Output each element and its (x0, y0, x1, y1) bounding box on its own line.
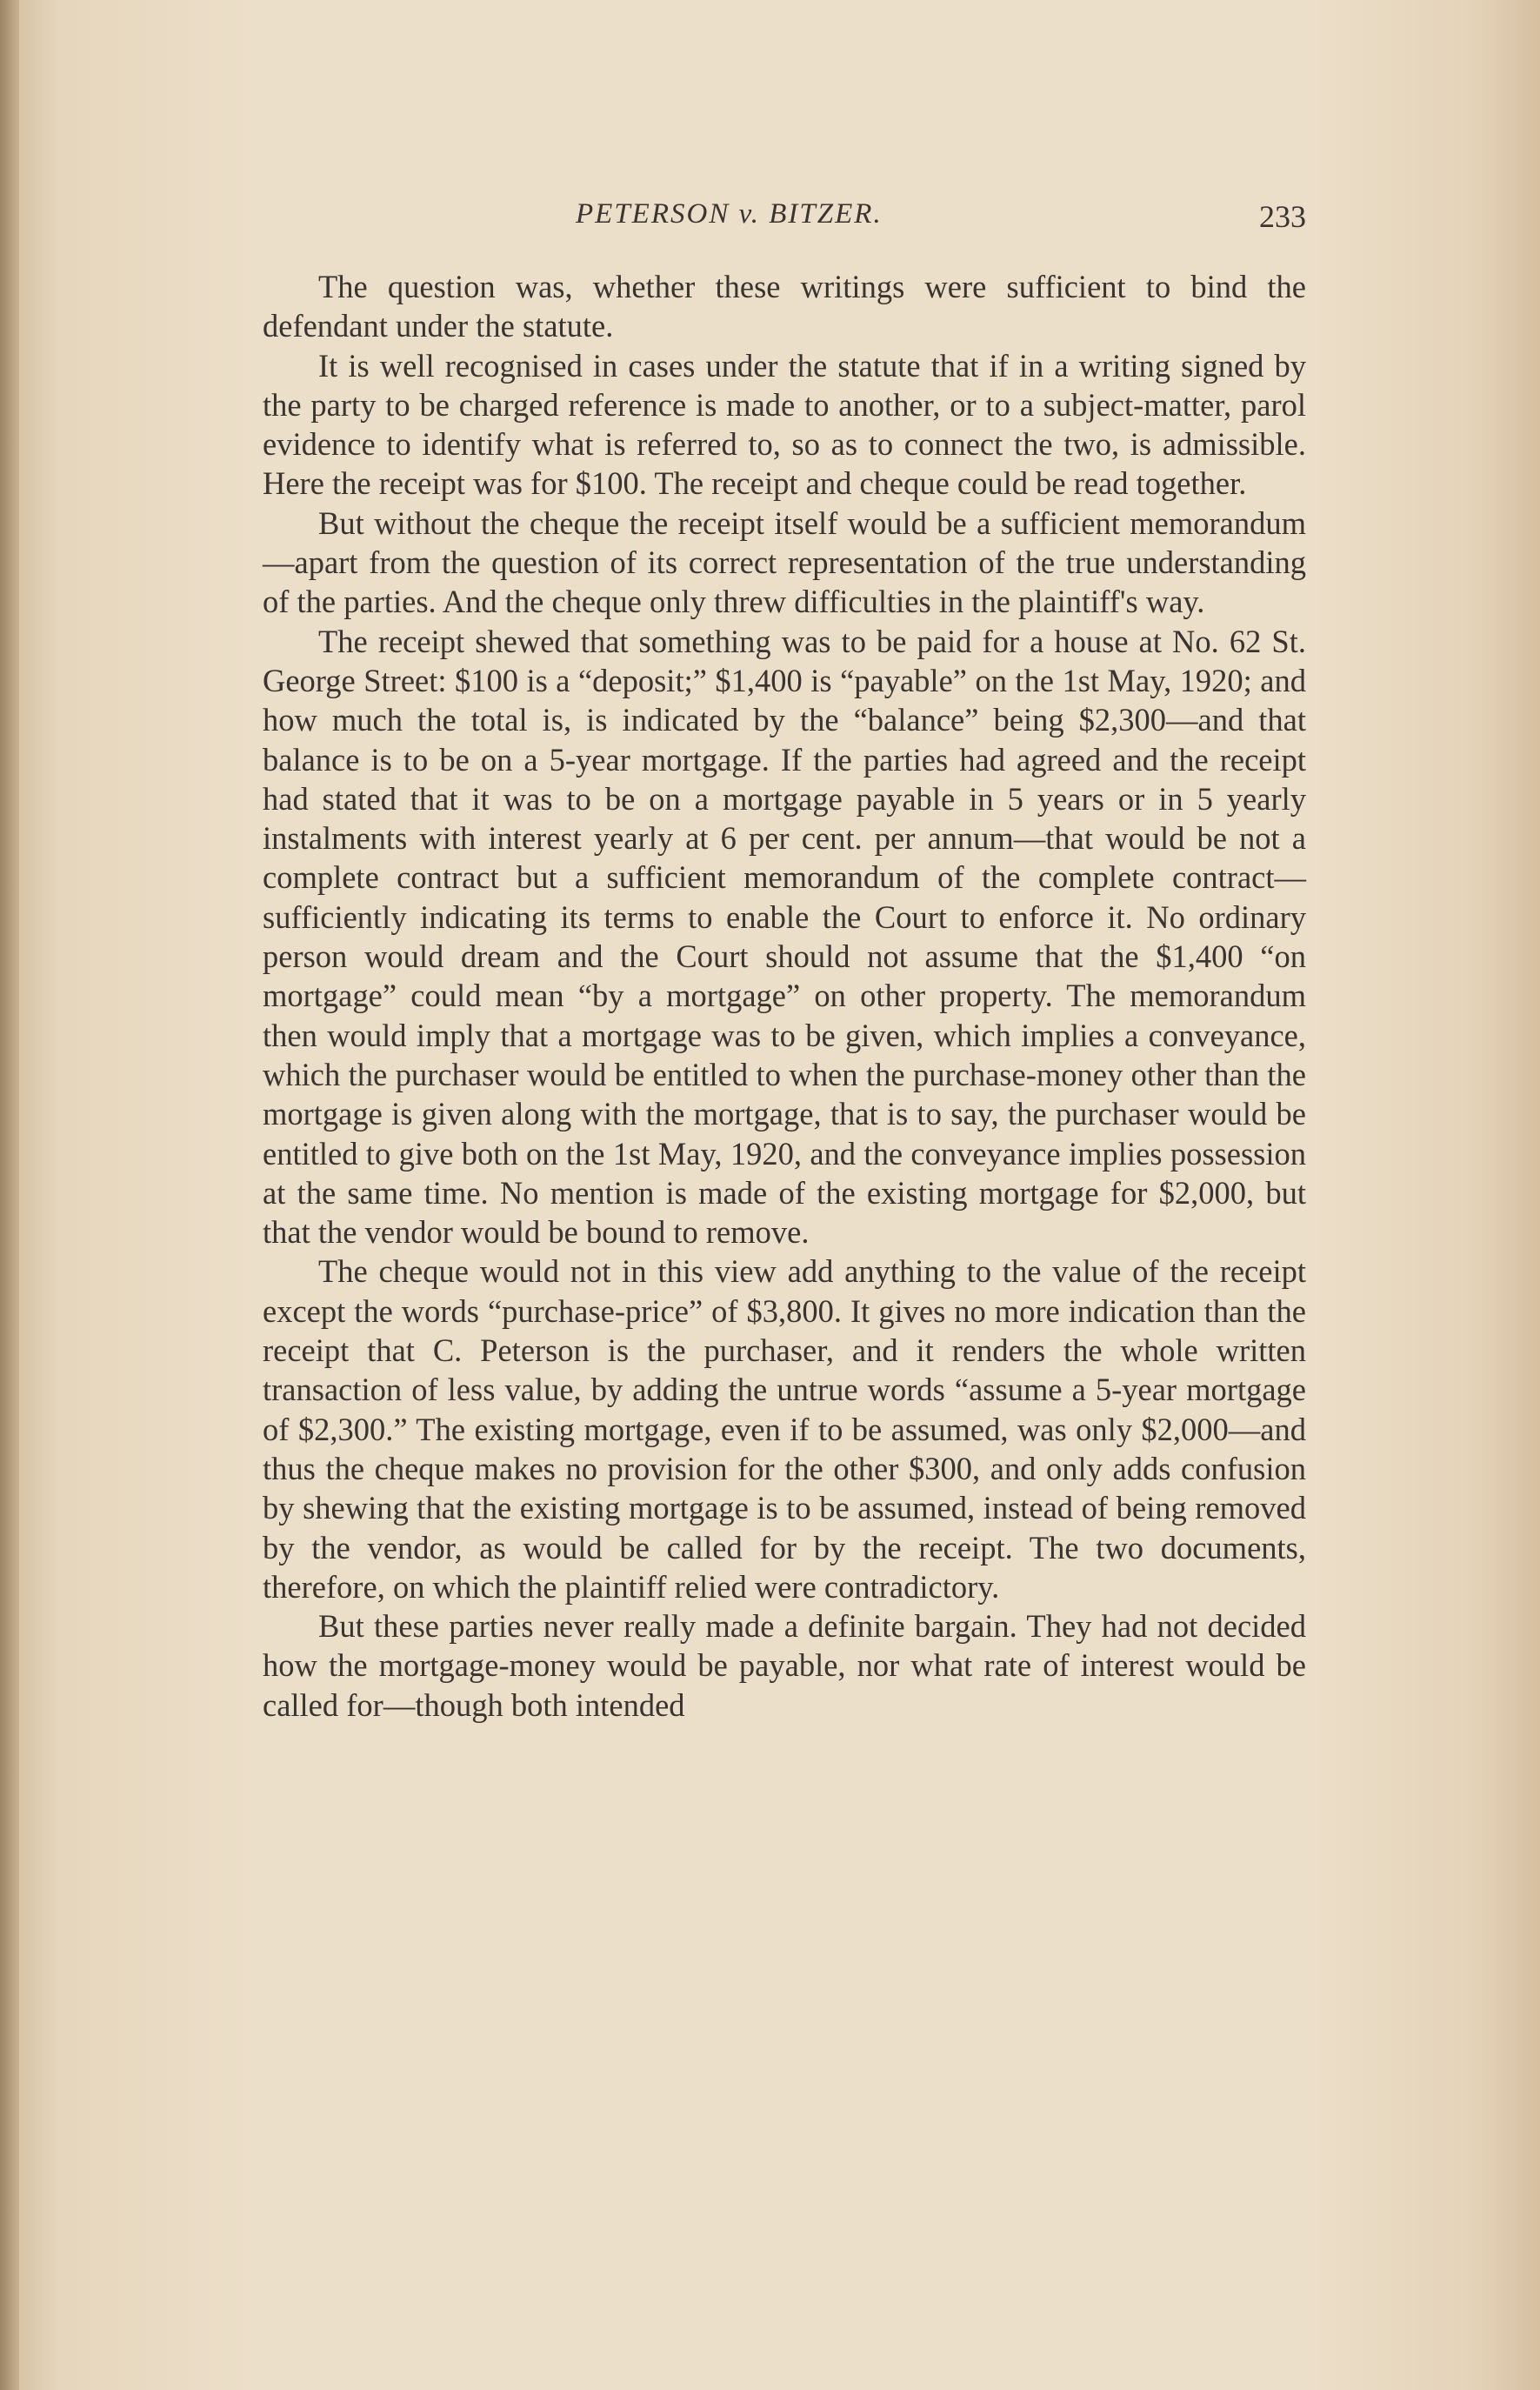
running-head (263, 198, 1306, 242)
paragraph: The receipt shewed that something was to be paid for a house at No. 62 St. George Street: $100 is a “deposit;” $1,400 is “payable” on the 1st May, 1920; and how much the total is, is indicated by the “balance” being $2,300—and that balance is to be on a 5-year mortgage. If the parties had agreed and the receipt had stated that it was to be on a mortgage payable in 5 years or in 5 yearly instalments with interest yearly at 6 per cent. per annum—that would be not a complete contract but a sufficient memorandum of the complete contract—sufficiently indicating its terms to enable the Court to enforce it. No ordinary person would dream and the Court should not assume that the $1,400 “on mortgage” could mean “by a mortgage” on other property. The memorandum then would imply that a mortgage was to be given, which implies a conveyance, which the purchaser would be entitled to when the purchase-money other than the mortgage is given along with the mortgage, that is to say, the purchaser would be entitled to give both on the 1st May, 1920, and the conveyance implies possession at the same time. No mention is made of the existing mortgage for $2,000, but that the vendor would be bound to remove. (263, 623, 1306, 1251)
paragraph: But without the cheque the receipt itself would be a sufficient memorandum—apart from the question of its correct representation of the true understanding of the parties. And the cheque only threw difficulties in the plaintiff's way. (263, 504, 1306, 620)
page-spine-shadow (0, 0, 19, 2390)
paragraph: But these parties never really made a definite bargain. They had not decided how the mortgage-money would be payable, nor what rate of interest would be called for—though both intended (263, 1608, 1306, 1723)
page-number: 233 (1259, 199, 1306, 234)
paragraph: The question was, whether these writings were sufficient to bind the defendant under the statute. (263, 269, 1306, 344)
body-text (263, 267, 1306, 1725)
running-title: PETERSON v. BITZER. (576, 198, 883, 230)
paragraph: It is well recognised in cases under the statute that if in a writing signed by the party to be charged reference is made to another, or to a subject-matter, parol evidence to identify what is referred to, so as to connect the two, is admissible. Here the receipt was for $100. The receipt and cheque could be read together. (263, 347, 1306, 502)
paragraph: The cheque would not in this view add anything to the value of the receipt except the words “purchase-price” of $3,800. It gives no more indication than the receipt that C. Peterson is the purchaser, and it renders the whole written transaction of less value, by adding the untrue words “assume a 5-year mortgage of $2,300.” The existing mortgage, even if to be assumed, was only $2,000—and thus the cheque makes no provision for the other $300, and only adds confusion by shewing that the existing mortgage is to be assumed, instead of being removed by the vendor, as would be called for by the receipt. The two documents, therefore, on which the plaintiff relied were contradictory. (263, 1253, 1306, 1605)
